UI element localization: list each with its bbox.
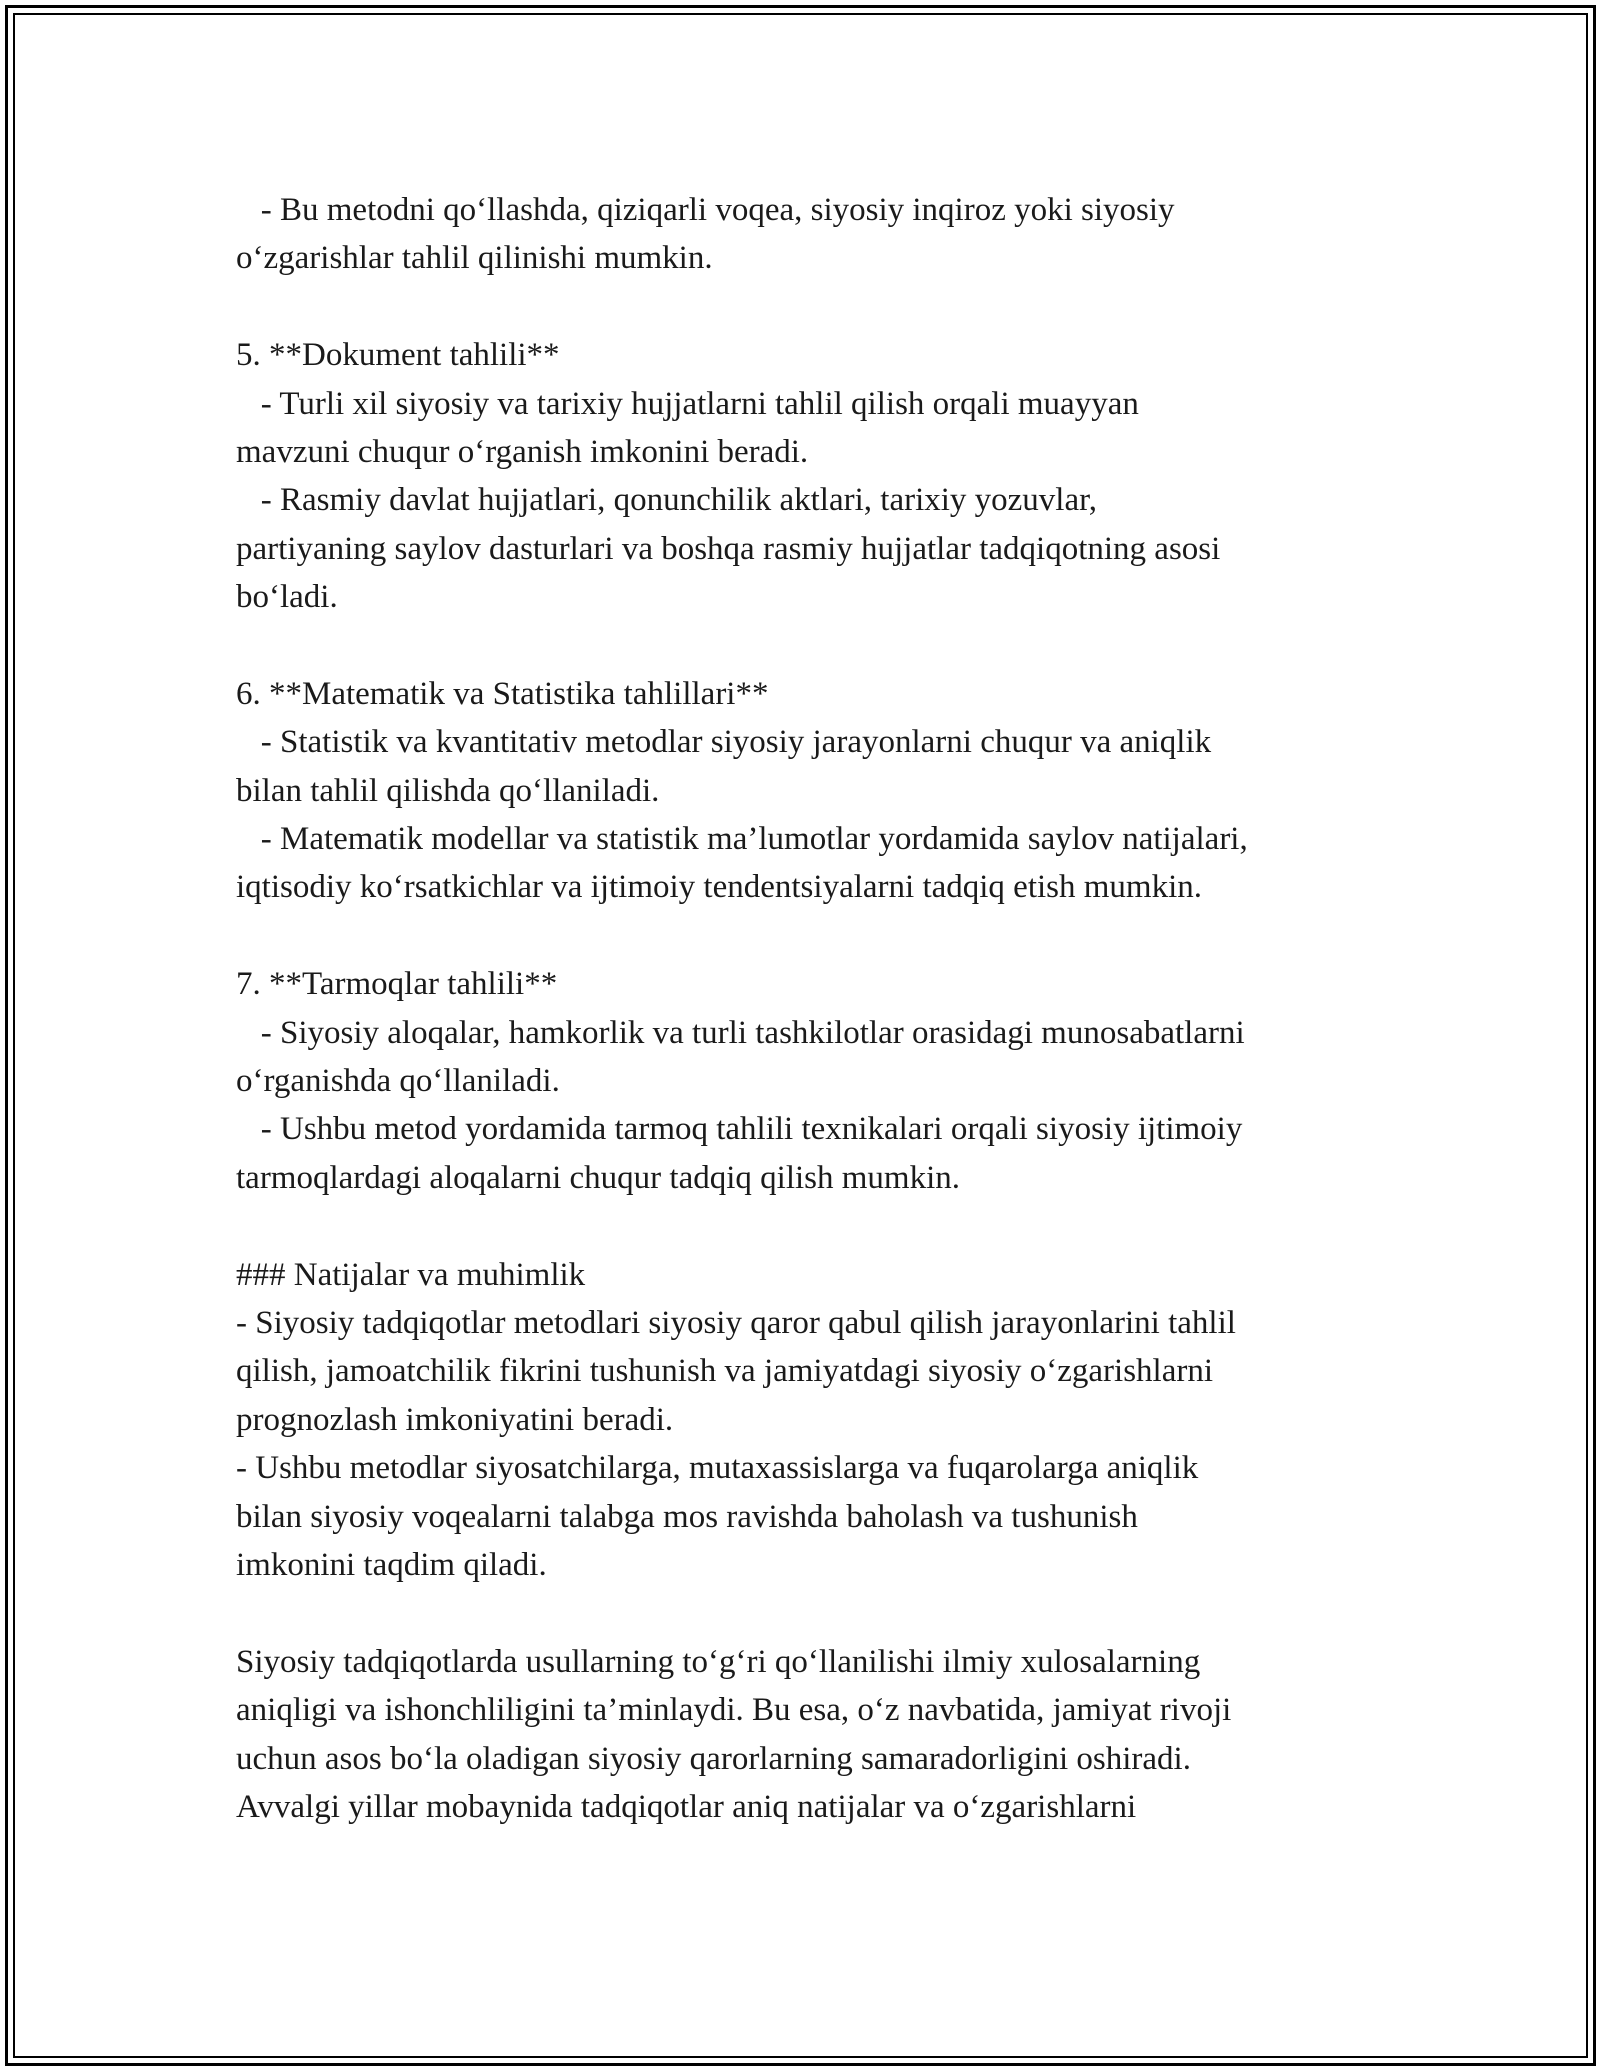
text-line: - Bu metodni qo‘llashda, qiziqarli voqea, siyosiy inqiroz yoki siyosiy bbox=[236, 192, 1175, 228]
text-line: bilan siyosiy voqealarni talabga mos ravishda baholash va tushunish bbox=[236, 1498, 1138, 1535]
paragraph-gap bbox=[236, 1589, 1376, 1637]
text-line: imkonini taqdim qiladi. bbox=[236, 1546, 547, 1583]
text-line: Avvalgi yillar mobaynida tadqiqotlar aniq natijalar va o‘zgarishlarni bbox=[236, 1788, 1137, 1825]
text-line: bilan tahlil qilishda qo‘llaniladi. bbox=[236, 772, 660, 809]
text-line: qilish, jamoatchilik fikrini tushunish va jamiyatdagi siyosiy o‘zgarishlarni bbox=[236, 1353, 1214, 1390]
text-line: - Ushbu metod yordamida tarmoq tahlili texnikalari orqali siyosiy ijtimoiy bbox=[236, 1111, 1243, 1148]
text-line: 5. **Dokument tahlili** bbox=[236, 337, 560, 374]
paragraph-gap bbox=[236, 622, 1376, 670]
text-line: - Statistik va kvantitativ metodlar siyosiy jarayonlarni chuqur va aniqlik bbox=[236, 724, 1212, 761]
text-line: ### Natijalar va muhimlik bbox=[236, 1256, 586, 1293]
text-line: 6. **Matematik va Statistika tahlillari** bbox=[236, 675, 769, 712]
text-line: Siyosiy tadqiqotlarda usullarning to‘g‘ri qo‘llanilishi ilmiy xulosalarning bbox=[236, 1643, 1201, 1680]
text-line: - Matematik modellar va statistik ma’lumotlar yordamida saylov natijalari, bbox=[236, 821, 1248, 858]
text-line: mavzuni chuqur o‘rganish imkonini beradi. bbox=[236, 433, 809, 470]
text-line: 7. **Tarmoqlar tahlili** bbox=[236, 966, 558, 1003]
text-line: aniqligi va ishonchliligini ta’minlaydi. Bu esa, o‘z navbatida, jamiyat rivoji bbox=[236, 1692, 1232, 1729]
text-line: - Ushbu metodlar siyosatchilarga, mutaxassislarga va fuqarolarga aniqlik bbox=[236, 1450, 1199, 1487]
text-line: bo‘ladi. bbox=[236, 579, 338, 616]
paragraph-gap bbox=[236, 1202, 1376, 1250]
document-body bbox=[236, 186, 1376, 1831]
text-line: tarmoqlardagi aloqalarni chuqur tadqiq qilish mumkin. bbox=[236, 1159, 961, 1196]
text-line: partiyaning saylov dasturlari va boshqa rasmiy hujjatlar tadqiqotning asosi bbox=[236, 530, 1221, 567]
text-line: prognozlash imkoniyatini beradi. bbox=[236, 1401, 674, 1438]
paragraph-gap bbox=[236, 912, 1376, 960]
text-line: uchun asos bo‘la oladigan siyosiy qarorlarning samaradorligini oshiradi. bbox=[236, 1740, 1191, 1777]
text-line: o‘zgarishlar tahlil qilinishi mumkin. bbox=[236, 240, 713, 277]
text-line: o‘rganishda qo‘llaniladi. bbox=[236, 1063, 560, 1100]
text-line: iqtisodiy ko‘rsatkichlar va ijtimoiy tendentsiyalarni tadqiq etish mumkin. bbox=[236, 869, 1203, 906]
text-line: - Siyosiy tadqiqotlar metodlari siyosiy qaror qabul qilish jarayonlarini tahlil bbox=[236, 1304, 1236, 1341]
paragraph-gap bbox=[236, 283, 1376, 331]
text-line: - Turli xil siyosiy va tarixiy hujjatlarni tahlil qilish orqali muayyan bbox=[236, 385, 1139, 422]
text-line: - Rasmiy davlat hujjatlari, qonunchilik aktlari, tarixiy yozuvlar, bbox=[236, 482, 1098, 519]
text-line: - Siyosiy aloqalar, hamkorlik va turli tashkilotlar orasidagi munosabatlarni bbox=[236, 1014, 1245, 1051]
